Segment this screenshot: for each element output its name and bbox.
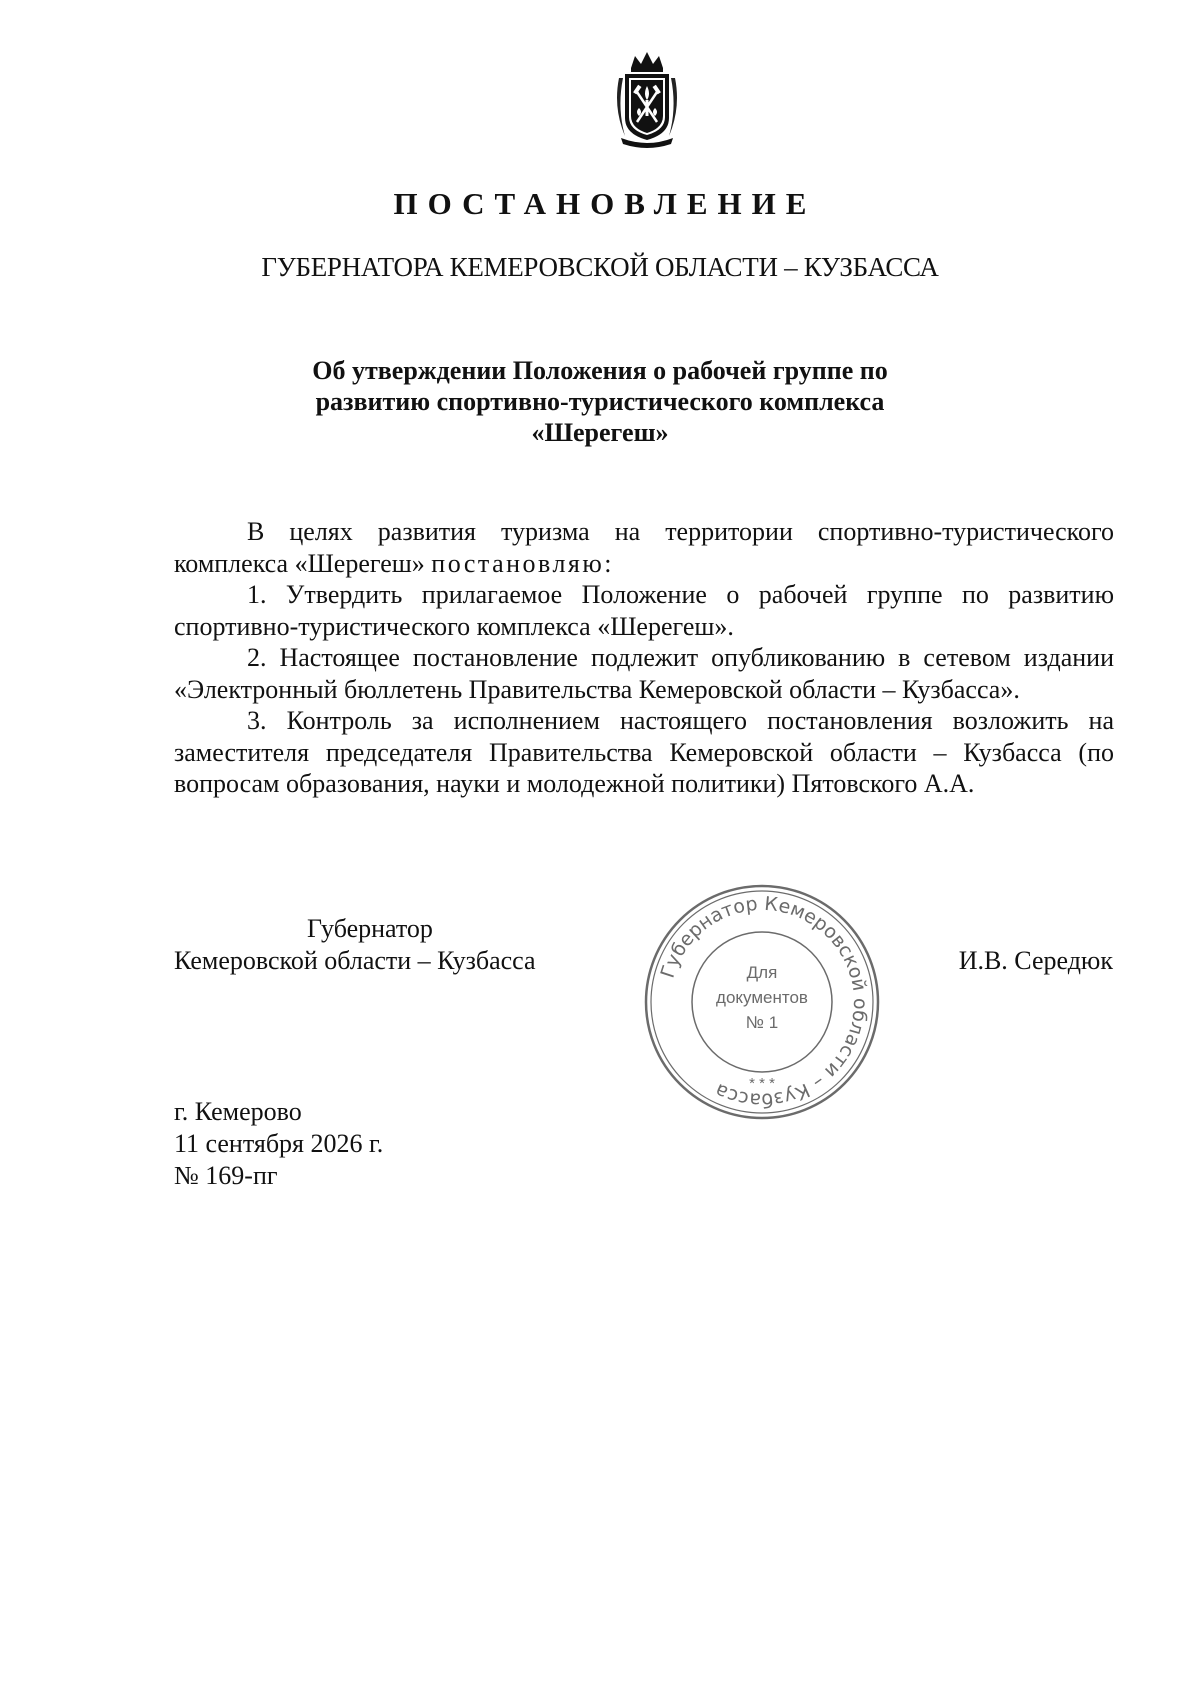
document-footer <box>174 1096 383 1192</box>
coat-of-arms-icon <box>609 48 685 148</box>
svg-text:Губернатор Кемеровской области: Губернатор Кемеровской области – Кузбасса <box>656 892 872 1112</box>
signatory-title-line: Кемеровской области – Кузбасса <box>174 946 536 975</box>
document-type-heading: ПОСТАНОВЛЕНИЕ <box>393 186 817 221</box>
signatory-name: И.В. Середюк <box>958 946 1113 975</box>
issuing-authority: ГУБЕРНАТОРА КЕМЕРОВСКОЙ ОБЛАСТИ – КУЗБАССА <box>261 252 939 282</box>
svg-text:Для: Для <box>746 963 778 982</box>
issue-date: 11 сентября 2026 г. <box>174 1129 384 1158</box>
decree-item: 3. Контроль за исполнением настоящего постановления возложить на заместителя председателя Правительства Кемеровской области – Кузбасса (по вопросам образования, науки и молодежной политики) Пятовского А.А. <box>174 706 1114 798</box>
signatory-title-line: Губернатор <box>307 914 433 943</box>
decree-item: 2. Настоящее постановление подлежит опубликованию в сетевом издании «Электронный бюллетень Правительства Кемеровской области – Кузбасса». <box>174 643 1114 704</box>
decree-word: постановляю: <box>431 548 615 578</box>
document-body <box>174 516 1114 800</box>
svg-text:документов: документов <box>716 988 808 1007</box>
svg-text:№ 1: № 1 <box>745 1013 779 1032</box>
svg-text:* * *: * * * <box>749 1075 775 1092</box>
official-seal <box>643 883 881 1121</box>
subject-line: развитию спортивно-туристического комплекса <box>315 387 885 416</box>
subject-line: «Шерегеш» <box>531 418 669 447</box>
decree-item: 1. Утвердить прилагаемое Положение о рабочей группе по развитию спортивно-туристического комплекса «Шерегеш». <box>174 580 1114 641</box>
document-subject <box>200 355 1000 448</box>
document-number: № 169-пг <box>174 1161 278 1190</box>
signatory-title <box>174 913 536 977</box>
preamble-text: В целях развития туризма на территории спортивно-туристического комплекса «Шерегеш» <box>174 517 1114 578</box>
subject-line: Об утверждении Положения о рабочей группе по <box>312 356 888 385</box>
place-of-issue: г. Кемерово <box>174 1097 302 1126</box>
preamble-paragraph <box>174 516 1114 579</box>
